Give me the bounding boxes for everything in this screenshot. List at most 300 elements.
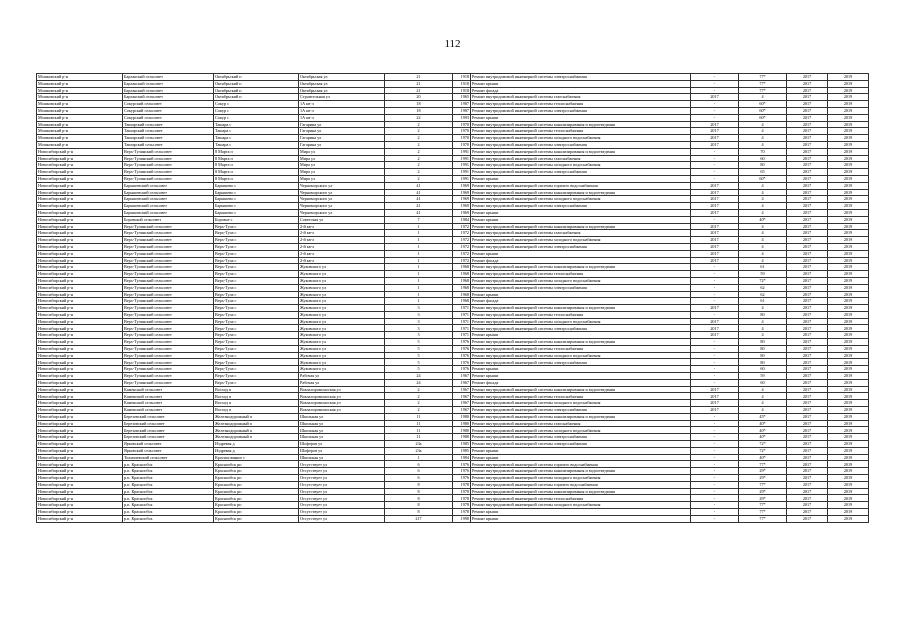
cell-house-number: 41 xyxy=(385,203,453,210)
cell-district: Новосибирский р-н xyxy=(37,298,123,305)
cell-value: 4 xyxy=(739,386,787,393)
cell-year-start: 2017 xyxy=(787,237,828,244)
cell-build-year: 1972 xyxy=(453,237,471,244)
cell-work-type: Ремонт внутридомовой инженерной системы электроснабжения xyxy=(471,141,691,148)
cell-value: 40* xyxy=(739,427,787,434)
cell-year-start: 2017 xyxy=(787,230,828,237)
cell-work-type: Ремонт внутридомовой инженерной системы теплоснабжения xyxy=(471,101,691,108)
cell-year-a: 2017 xyxy=(691,209,739,216)
cell-year-a: - xyxy=(691,264,739,271)
cell-year-end: 2019 xyxy=(828,339,869,346)
cell-work-type: Ремонт внутридомовой инженерной системы электроснабжения xyxy=(471,434,691,441)
table-row xyxy=(37,420,869,427)
cell-settlement: Издревая д xyxy=(214,441,299,448)
cell-work-type: Ремонт внутридомовой инженерной системы горячего водоснабжения xyxy=(471,481,691,488)
cell-year-end: 2019 xyxy=(828,311,869,318)
cell-work-type: Ремонт внутридомовой инженерной системы газоснабжения xyxy=(471,94,691,101)
cell-district: Новосибирский р-н xyxy=(37,509,123,516)
table-row xyxy=(37,298,869,305)
cell-work-type: Ремонт внутридомовой инженерной системы холодного водоснабжения xyxy=(471,277,691,284)
cell-house-number: 2 xyxy=(385,121,453,128)
cell-build-year: 1971 xyxy=(453,332,471,339)
table-row xyxy=(37,386,869,393)
cell-year-end: 2019 xyxy=(828,182,869,189)
cell-year-a: 2017 xyxy=(691,203,739,210)
cell-municipality: Верх-Тулинский сельсовет xyxy=(123,298,214,305)
cell-district: Новосибирский р-н xyxy=(37,264,123,271)
cell-year-end: 2019 xyxy=(828,250,869,257)
cell-year-end: 2019 xyxy=(828,515,869,522)
cell-municipality: Верх-Тулинский сельсовет xyxy=(123,366,214,373)
cell-settlement: Боровое с xyxy=(214,216,299,223)
cell-year-end: 2019 xyxy=(828,243,869,250)
cell-build-year: 1987 xyxy=(453,107,471,114)
cell-year-a: 2017 xyxy=(691,332,739,339)
cell-value: 4 xyxy=(739,407,787,414)
table-row xyxy=(37,481,869,488)
cell-year-end: 2019 xyxy=(828,291,869,298)
cell-street: 1А кв-л xyxy=(299,107,385,114)
cell-year-a: - xyxy=(691,311,739,318)
cell-year-start: 2017 xyxy=(787,393,828,400)
cell-year-start: 2017 xyxy=(787,339,828,346)
cell-year-end: 2019 xyxy=(828,379,869,386)
cell-district: Новосибирский р-н xyxy=(37,257,123,264)
cell-year-start: 2017 xyxy=(787,475,828,482)
cell-year-start: 2017 xyxy=(787,175,828,182)
cell-street: Отсутствует ул xyxy=(299,515,385,522)
cell-house-number: 8 xyxy=(385,509,453,516)
table-row xyxy=(37,475,869,482)
cell-street: Жуковского ул xyxy=(299,352,385,359)
cell-value: 40* xyxy=(739,420,787,427)
cell-year-a: - xyxy=(691,345,739,352)
cell-street: Жуковского ул xyxy=(299,332,385,339)
cell-municipality: Каменский сельсовет xyxy=(123,407,214,414)
cell-house-number: 1 xyxy=(385,237,453,244)
cell-year-end: 2019 xyxy=(828,407,869,414)
cell-year-end: 2019 xyxy=(828,148,869,155)
table-row xyxy=(37,107,869,114)
cell-settlement: Верх-Тула с xyxy=(214,250,299,257)
cell-street: Мира ул xyxy=(299,155,385,162)
cell-year-end: 2019 xyxy=(828,427,869,434)
cell-settlement: Восход п xyxy=(214,386,299,393)
cell-settlement: Верх-Тула с xyxy=(214,373,299,380)
cell-work-type: Ремонт крыши xyxy=(471,80,691,87)
cell-work-type: Ремонт крыши xyxy=(471,447,691,454)
cell-year-end: 2019 xyxy=(828,189,869,196)
cell-build-year: 1978 xyxy=(453,481,471,488)
cell-value: 29* xyxy=(739,468,787,475)
cell-value: 4 xyxy=(739,141,787,148)
cell-year-end: 2019 xyxy=(828,209,869,216)
cell-settlement: Верх-Тула с xyxy=(214,366,299,373)
cell-street: Черноморского ул xyxy=(299,189,385,196)
cell-year-a: 2017 xyxy=(691,257,739,264)
cell-year-start: 2017 xyxy=(787,284,828,291)
cell-build-year: 1978 xyxy=(453,495,471,502)
cell-street: Вокзалоромоноская ул xyxy=(299,407,385,414)
cell-municipality: Боровской сельсовет xyxy=(123,216,214,223)
cell-year-start: 2017 xyxy=(787,468,828,475)
cell-district: Новосибирский р-н xyxy=(37,155,123,162)
cell-work-type: Ремонт крыши xyxy=(471,291,691,298)
cell-build-year: 1968 xyxy=(453,264,471,271)
cell-year-start: 2017 xyxy=(787,121,828,128)
cell-build-year: 1991 xyxy=(453,148,471,155)
cell-municipality: Верх-Тулинский сельсовет xyxy=(123,237,214,244)
cell-municipality: р.п. Краснообск xyxy=(123,481,214,488)
cell-work-type: Ремонт внутридомовой инженерной системы холодного водоснабжения xyxy=(471,502,691,509)
table-row xyxy=(37,87,869,94)
cell-build-year: 1965 xyxy=(453,94,471,101)
cell-year-a: 2017 xyxy=(691,400,739,407)
cell-value: 40* xyxy=(739,454,787,461)
cell-work-type: Ремонт внутридомовой инженерной системы электроснабжения xyxy=(471,359,691,366)
cell-year-start: 2017 xyxy=(787,407,828,414)
cell-value: 4 xyxy=(739,257,787,264)
cell-value: 77* xyxy=(739,502,787,509)
cell-district: Новосибирский р-н xyxy=(37,209,123,216)
cell-year-a: - xyxy=(691,495,739,502)
cell-street: Гагарина ул xyxy=(299,128,385,135)
cell-build-year: 1970 xyxy=(453,121,471,128)
cell-year-end: 2019 xyxy=(828,345,869,352)
table-row xyxy=(37,461,869,468)
cell-house-number: 24 xyxy=(385,373,453,380)
table-row xyxy=(37,277,869,284)
cell-year-start: 2017 xyxy=(787,488,828,495)
cell-district: Новосибирский р-н xyxy=(37,169,123,176)
table-row xyxy=(37,339,869,346)
cell-work-type: Ремонт внутридомовой инженерной системы горячего водоснабжения xyxy=(471,461,691,468)
cell-year-start: 2017 xyxy=(787,128,828,135)
cell-work-type: Ремонт внутридомовой инженерной системы канализирования и водоотведения xyxy=(471,386,691,393)
cell-street: 1А кв-л xyxy=(299,114,385,121)
cell-build-year: 1969 xyxy=(453,182,471,189)
cell-house-number: 1 xyxy=(385,243,453,250)
cell-year-start: 2017 xyxy=(787,182,828,189)
cell-municipality: Барышевский сельсовет xyxy=(123,196,214,203)
cell-district: Новосибирский р-н xyxy=(37,216,123,223)
cell-year-start: 2017 xyxy=(787,400,828,407)
cell-year-end: 2019 xyxy=(828,87,869,94)
cell-year-end: 2019 xyxy=(828,284,869,291)
cell-build-year: 1972 xyxy=(453,257,471,264)
cell-house-number: 2 xyxy=(385,141,453,148)
cell-year-start: 2017 xyxy=(787,461,828,468)
cell-work-type: Ремонт внутридомовой инженерной системы холодного водоснабжения xyxy=(471,318,691,325)
table-row xyxy=(37,74,869,81)
cell-value: 4 xyxy=(739,189,787,196)
cell-year-a: - xyxy=(691,175,739,182)
cell-district: Новосибирский р-н xyxy=(37,366,123,373)
cell-municipality: Верх-Тулинский сельсовет xyxy=(123,162,214,169)
cell-value: 40* xyxy=(739,216,787,223)
cell-street: Жуковского ул xyxy=(299,318,385,325)
cell-year-a: - xyxy=(691,114,739,121)
cell-year-end: 2019 xyxy=(828,420,869,427)
cell-year-end: 2019 xyxy=(828,203,869,210)
cell-year-end: 2019 xyxy=(828,325,869,332)
cell-settlement: 8 Марта п xyxy=(214,175,299,182)
cell-value: 77* xyxy=(739,80,787,87)
cell-district: Новосибирский р-н xyxy=(37,407,123,414)
cell-street: Жуковского ул xyxy=(299,284,385,291)
cell-street: 1А кв-л xyxy=(299,101,385,108)
cell-municipality: Таширский сельсовет xyxy=(123,141,214,148)
cell-build-year: 1987 xyxy=(453,101,471,108)
cell-municipality: Верх-Тулинский сельсовет xyxy=(123,230,214,237)
cell-build-year: 1970 xyxy=(453,128,471,135)
cell-district: Новосибирский р-н xyxy=(37,237,123,244)
cell-settlement: Железнодорожный п xyxy=(214,413,299,420)
cell-street: Рабочая ул xyxy=(299,379,385,386)
cell-work-type: Ремонт внутридомовой инженерной системы теплоснабжения xyxy=(471,128,691,135)
cell-district: Новосибирский р-н xyxy=(37,502,123,509)
cell-street: Жуковского ул xyxy=(299,325,385,332)
cell-year-start: 2017 xyxy=(787,189,828,196)
table-row xyxy=(37,407,869,414)
cell-settlement: Верх-Тула с xyxy=(214,264,299,271)
cell-value: 40* xyxy=(739,434,787,441)
cell-municipality: Ярковский сельсовет xyxy=(123,447,214,454)
cell-settlement: Восход п xyxy=(214,400,299,407)
cell-year-end: 2019 xyxy=(828,400,869,407)
cell-district: Мошковский р-н xyxy=(37,74,123,81)
cell-district: Новосибирский р-н xyxy=(37,454,123,461)
cell-build-year: 1978 xyxy=(453,509,471,516)
cell-build-year: 1967 xyxy=(453,400,471,407)
cell-value: 61 xyxy=(739,298,787,305)
cell-settlement: Верх-Тула с xyxy=(214,277,299,284)
cell-year-end: 2019 xyxy=(828,366,869,373)
cell-value: 60 xyxy=(739,155,787,162)
cell-settlement: Ташара с xyxy=(214,135,299,142)
cell-district: Новосибирский р-н xyxy=(37,175,123,182)
cell-value: 4 xyxy=(739,250,787,257)
table-row xyxy=(37,366,869,373)
cell-build-year: 1918 xyxy=(453,80,471,87)
cell-house-number: 1 xyxy=(385,291,453,298)
cell-value: 80 xyxy=(739,359,787,366)
cell-build-year: 1980 xyxy=(453,420,471,427)
cell-year-end: 2019 xyxy=(828,271,869,278)
cell-house-number: 41 xyxy=(385,196,453,203)
cell-build-year: 1980 xyxy=(453,427,471,434)
cell-build-year: 1970 xyxy=(453,141,471,148)
table-row xyxy=(37,284,869,291)
cell-year-start: 2017 xyxy=(787,379,828,386)
cell-house-number: 6 xyxy=(385,461,453,468)
cell-settlement: Сокур с xyxy=(214,107,299,114)
cell-year-a: - xyxy=(691,502,739,509)
cell-year-a: 2017 xyxy=(691,141,739,148)
cell-house-number: 1 xyxy=(385,230,453,237)
cell-district: Мошковский р-н xyxy=(37,135,123,142)
cell-year-end: 2019 xyxy=(828,155,869,162)
cell-house-number: 1 xyxy=(385,264,453,271)
cell-year-a: 2017 xyxy=(691,94,739,101)
cell-district: Новосибирский р-н xyxy=(37,250,123,257)
cell-municipality: Верх-Тулинский сельсовет xyxy=(123,169,214,176)
cell-year-a: - xyxy=(691,475,739,482)
cell-house-number: 3 xyxy=(385,325,453,332)
cell-house-number: 21 xyxy=(385,80,453,87)
cell-house-number: 8 xyxy=(385,495,453,502)
cell-year-a: - xyxy=(691,379,739,386)
cell-municipality: Барышевский сельсовет xyxy=(123,203,214,210)
cell-district: Новосибирский р-н xyxy=(37,359,123,366)
cell-year-start: 2017 xyxy=(787,359,828,366)
cell-settlement: Верх-Тула с xyxy=(214,230,299,237)
cell-street: Жуковского ул xyxy=(299,311,385,318)
cell-year-end: 2019 xyxy=(828,393,869,400)
table-row xyxy=(37,441,869,448)
cell-settlement: Верх-Тула с xyxy=(214,257,299,264)
cell-year-start: 2017 xyxy=(787,216,828,223)
cell-street: Школьная ул xyxy=(299,427,385,434)
cell-municipality: Барышевский сельсовет xyxy=(123,182,214,189)
cell-work-type: Ремонт внутридомовой инженерной системы электроснабжения xyxy=(471,243,691,250)
cell-year-start: 2017 xyxy=(787,107,828,114)
cell-settlement: Ташара с xyxy=(214,128,299,135)
cell-district: Новосибирский р-н xyxy=(37,203,123,210)
cell-year-a: - xyxy=(691,284,739,291)
cell-district: Новосибирский р-н xyxy=(37,189,123,196)
cell-work-type: Ремонт внутридомовой инженерной системы холодного водоснабжения xyxy=(471,400,691,407)
cell-settlement: 8 Марта п xyxy=(214,169,299,176)
cell-year-end: 2019 xyxy=(828,298,869,305)
cell-value: 77* xyxy=(739,515,787,522)
cell-settlement: Верх-Тула с xyxy=(214,291,299,298)
cell-work-type: Ремонт фасада xyxy=(471,87,691,94)
cell-settlement: Верх-Тула с xyxy=(214,271,299,278)
cell-work-type: Ремонт внутридомовой инженерной системы холодного водоснабжения xyxy=(471,237,691,244)
cell-year-a: - xyxy=(691,169,739,176)
cell-value: 4 xyxy=(739,237,787,244)
cell-work-type: Ремонт внутридомовой инженерной системы холодного водоснабжения xyxy=(471,352,691,359)
cell-build-year: 1970 xyxy=(453,135,471,142)
cell-work-type: Ремонт крыши xyxy=(471,509,691,516)
cell-district: Новосибирский р-н xyxy=(37,223,123,230)
cell-settlement: Ташара с xyxy=(214,121,299,128)
cell-year-end: 2019 xyxy=(828,352,869,359)
cell-municipality: Верх-Тулинский сельсовет xyxy=(123,373,214,380)
cell-work-type: Ремонт крыши xyxy=(471,373,691,380)
cell-year-a: - xyxy=(691,298,739,305)
table-row xyxy=(37,434,869,441)
cell-district: Новосибирский р-н xyxy=(37,461,123,468)
cell-district: Новосибирский р-н xyxy=(37,311,123,318)
cell-work-type: Ремонт внутридомовой инженерной системы холодного водоснабжения xyxy=(471,196,691,203)
cell-street: Мира ул xyxy=(299,175,385,182)
cell-year-a: 2017 xyxy=(691,325,739,332)
cell-work-type: Ремонт внутридомовой инженерной системы горячего водоснабжения xyxy=(471,182,691,189)
cell-work-type: Ремонт внутридомовой инженерной системы канализирования и водоотведения xyxy=(471,468,691,475)
cell-settlement: 8 Марта п xyxy=(214,148,299,155)
table-row xyxy=(37,488,869,495)
table-row xyxy=(37,257,869,264)
cell-district: Новосибирский р-н xyxy=(37,305,123,312)
cell-house-number: 217 xyxy=(385,515,453,522)
cell-year-start: 2017 xyxy=(787,196,828,203)
table-row xyxy=(37,128,869,135)
cell-district: Мошковский р-н xyxy=(37,141,123,148)
cell-settlement: Верх-Тула с xyxy=(214,284,299,291)
cell-municipality: Верх-Тулинский сельсовет xyxy=(123,311,214,318)
cell-street: Вокзалоромоноская ул xyxy=(299,386,385,393)
cell-work-type: Ремонт внутридомовой инженерной системы канализирования и водоотведения xyxy=(471,305,691,312)
cell-house-number: 1 xyxy=(385,223,453,230)
cell-house-number: 5 xyxy=(385,345,453,352)
cell-year-end: 2019 xyxy=(828,461,869,468)
table-row xyxy=(37,182,869,189)
cell-work-type: Ремонт внутридомовой инженерной системы газоснабжения xyxy=(471,155,691,162)
cell-value: 45* xyxy=(739,413,787,420)
cell-year-a: - xyxy=(691,488,739,495)
table-row xyxy=(37,155,869,162)
cell-municipality: р.п. Краснообск xyxy=(123,495,214,502)
cell-street: Октябрьская ул xyxy=(299,74,385,81)
cell-build-year: 1976 xyxy=(453,352,471,359)
cell-street: Жуковского ул xyxy=(299,359,385,366)
cell-settlement: Октябрьский п xyxy=(214,74,299,81)
cell-settlement: Краснообск рп xyxy=(214,468,299,475)
cell-street: 2-й кв-л xyxy=(299,223,385,230)
table-row xyxy=(37,454,869,461)
cell-settlement: Барышево с xyxy=(214,203,299,210)
cell-work-type: Ремонт крыши xyxy=(471,454,691,461)
cell-district: Новосибирский р-н xyxy=(37,420,123,427)
cell-municipality: Толмачевский сельсовет xyxy=(123,454,214,461)
cell-house-number: 11 xyxy=(385,427,453,434)
cell-municipality: Верх-Тулинский сельсовет xyxy=(123,284,214,291)
table-row xyxy=(37,427,869,434)
cell-house-number: 41 xyxy=(385,189,453,196)
table-row xyxy=(37,230,869,237)
table-row xyxy=(37,223,869,230)
cell-settlement: Верх-Тула с xyxy=(214,345,299,352)
cell-district: Новосибирский р-н xyxy=(37,196,123,203)
cell-year-start: 2017 xyxy=(787,366,828,373)
cell-settlement: Восход п xyxy=(214,407,299,414)
cell-value: 4 xyxy=(739,325,787,332)
cell-street: 2-й кв-л xyxy=(299,250,385,257)
cell-year-a: 2017 xyxy=(691,196,739,203)
cell-municipality: Верх-Тулинский сельсовет xyxy=(123,379,214,386)
cell-municipality: Верх-Тулинский сельсовет xyxy=(123,339,214,346)
cell-build-year: 1968 xyxy=(453,298,471,305)
cell-year-start: 2017 xyxy=(787,427,828,434)
cell-year-a: - xyxy=(691,420,739,427)
cell-year-a: 2017 xyxy=(691,250,739,257)
cell-build-year: 1967 xyxy=(453,393,471,400)
cell-street: Отсутствует ул xyxy=(299,502,385,509)
cell-street: Школьная ул xyxy=(299,413,385,420)
cell-year-end: 2019 xyxy=(828,230,869,237)
cell-year-a: 2017 xyxy=(691,135,739,142)
cell-district: Новосибирский р-н xyxy=(37,475,123,482)
cell-house-number: 2 xyxy=(385,155,453,162)
cell-build-year: 1967 xyxy=(453,373,471,380)
cell-work-type: Ремонт внутридомовой инженерной системы теплоснабжения xyxy=(471,393,691,400)
cell-municipality: Верх-Тулинский сельсовет xyxy=(123,345,214,352)
cell-work-type: Ремонт крыши xyxy=(471,175,691,182)
cell-year-start: 2017 xyxy=(787,243,828,250)
cell-build-year: 1976 xyxy=(453,339,471,346)
